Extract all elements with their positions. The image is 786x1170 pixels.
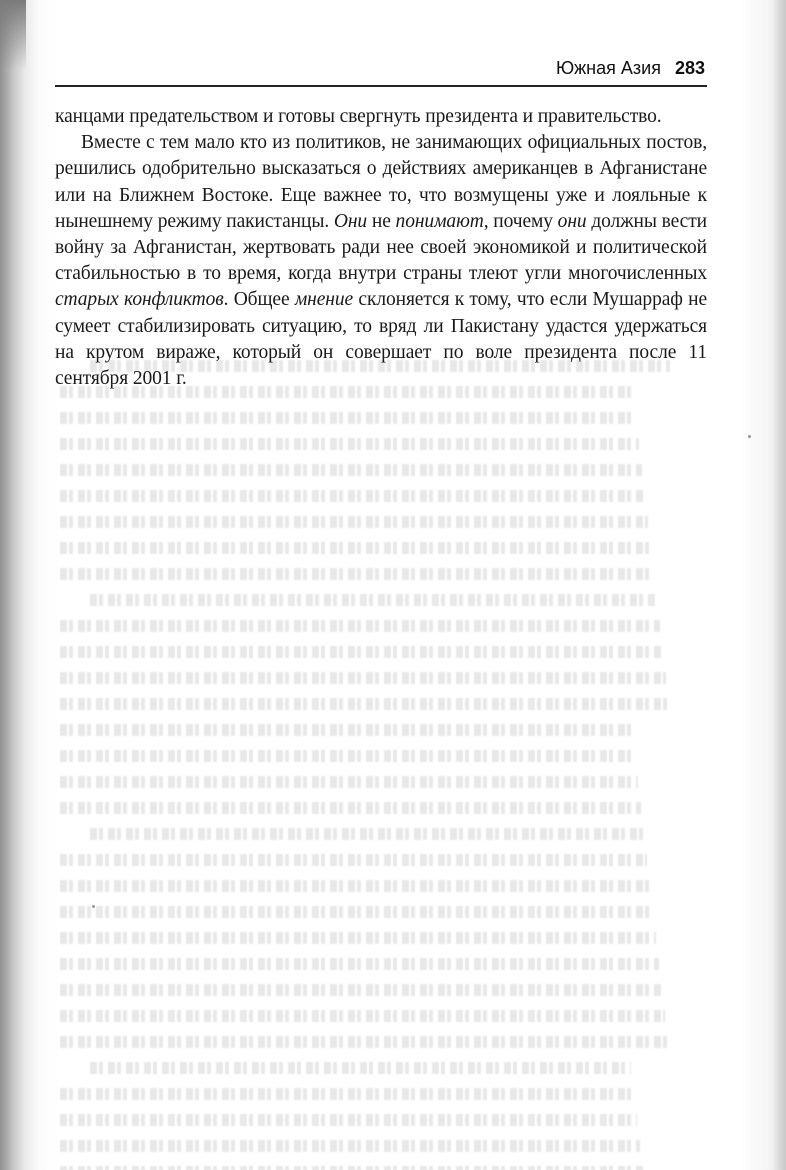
binding-shadow [0, 0, 40, 1170]
bleed-line [60, 646, 663, 658]
bleed-line [60, 932, 656, 944]
italic-text: понимают [395, 210, 484, 232]
bleed-line [90, 594, 657, 606]
bleed-line [60, 1010, 665, 1022]
bleed-line [60, 984, 662, 996]
bleed-line [60, 906, 653, 918]
scan-corner-shadow [0, 0, 26, 70]
bleed-line [60, 490, 645, 502]
bleed-line [60, 854, 647, 866]
bleed-line [60, 776, 638, 788]
bleed-line [60, 438, 639, 450]
running-head [556, 58, 705, 79]
bleed-line [60, 750, 635, 762]
page-number: 283 [674, 58, 705, 78]
paragraph-continuation [55, 104, 707, 130]
scan-speck [92, 905, 95, 908]
bleed-line [90, 828, 644, 840]
bleed-line [60, 1114, 637, 1126]
body-text [55, 104, 707, 392]
page-edge-shadow [772, 0, 786, 1170]
bleed-line [60, 1088, 634, 1100]
paragraph-text: склоняется к тому, что если Мушарраф не сумеет стабилизировать ситуацию, то вряд ли Пакистану удастся удержаться на крутом вираже, который он совершает по воле президента после 11 сентября 2001 г. [55, 289, 708, 390]
bleed-line [60, 620, 660, 632]
paragraph-text: , почему [483, 210, 558, 232]
bleed-line [60, 672, 666, 684]
bleed-line [60, 542, 651, 554]
bleed-line [60, 516, 648, 528]
paragraph-text: . Общее [223, 289, 295, 311]
running-header [55, 58, 705, 82]
bleed-line [60, 1140, 640, 1152]
italic-text: Они [333, 210, 368, 232]
scan-speck [748, 435, 751, 438]
paragraph-text: не [367, 210, 396, 232]
running-title: Южная Азия [555, 58, 661, 78]
bleed-line [60, 958, 659, 970]
bleed-line [60, 724, 632, 736]
bleed-line [60, 1166, 643, 1170]
bleed-line [60, 568, 654, 580]
header-rule [55, 85, 707, 87]
italic-text: мнение [294, 289, 354, 311]
bleed-line [60, 464, 642, 476]
bleed-line [60, 880, 650, 892]
italic-text: старых конфликтов [55, 289, 224, 311]
paragraph [55, 130, 707, 392]
paragraph-text: Вместе с тем мало кто из политиков, не занимающих официальных постов, решились одобрительно высказаться о действиях американцев в Афганистане или на Ближнем Востоке. Еще важнее то, что возмущены уже и лояльные к нынешнему режиму пакистанцы. [55, 132, 707, 232]
italic-text: они [557, 210, 587, 232]
paragraph-text: должны вести войну за Афганистан, жертвовать ради нее своей экономикой и политической стабильностью в то время, когда внутри страны тлеют угли многочисленных [55, 210, 707, 285]
bleed-line [90, 1062, 631, 1074]
paragraph-text: канцами предательством и готовы свергнуть президента и правительство. [55, 106, 662, 127]
bleed-line [60, 698, 669, 710]
bleed-line [60, 1036, 668, 1048]
bleed-line [60, 802, 641, 814]
bleed-line [60, 412, 636, 424]
